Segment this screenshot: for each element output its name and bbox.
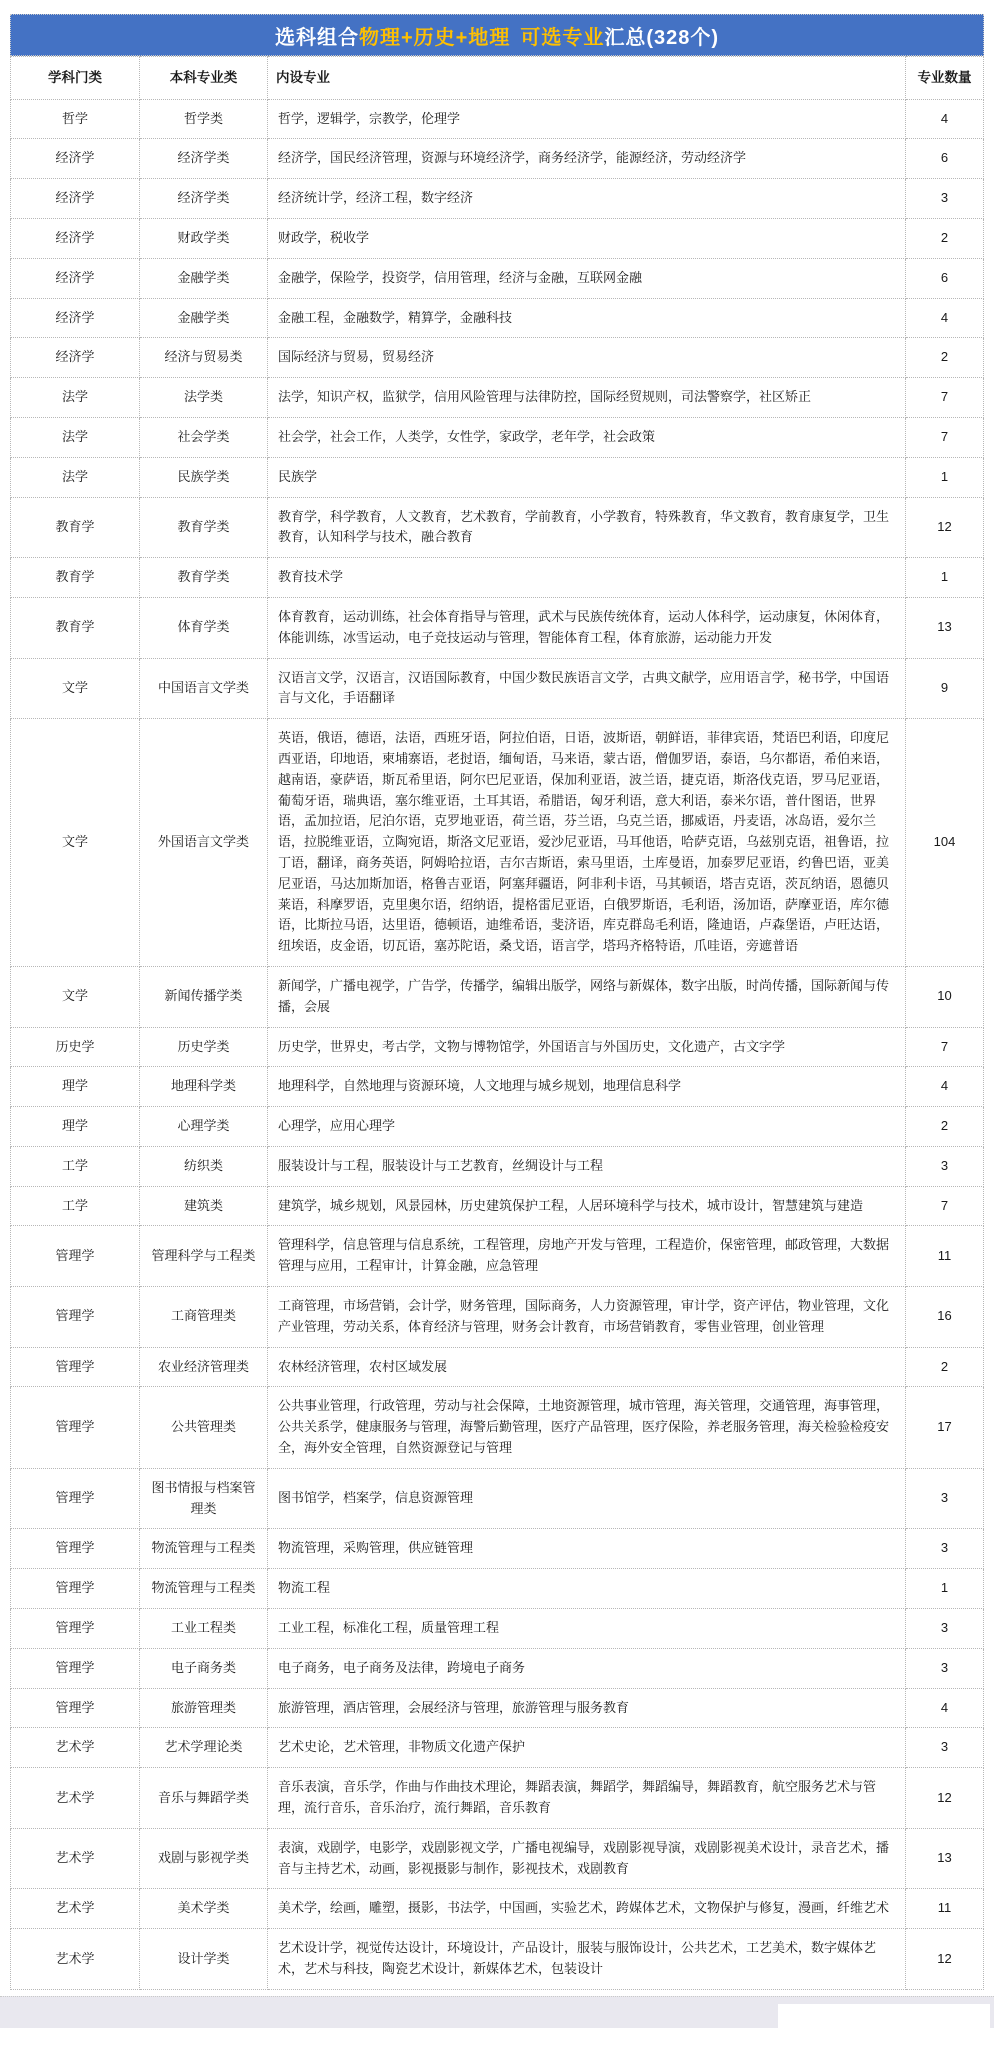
cell-count: 12 (906, 1929, 984, 1990)
table-row (11, 658, 984, 719)
cell-major-class: 社会学类 (140, 417, 268, 457)
cell-count: 11 (906, 1889, 984, 1929)
cell-majors: 历史学，世界史，考古学，文物与博物馆学，外国语言与外国历史，文化遗产，古文字学 (268, 1027, 906, 1067)
cell-major-class: 心理学类 (140, 1107, 268, 1147)
cell-count: 3 (906, 1468, 984, 1529)
cell-majors: 电子商务，电子商务及法律，跨境电子商务 (268, 1648, 906, 1688)
cell-majors: 公共事业管理，行政管理，劳动与社会保障，土地资源管理，城市管理，海关管理，交通管理，海事管理，公共关系学，健康服务与管理，海警后勤管理，医疗产品管理，医疗保险，养老服务管理，海关检验检疫安全，海外安全管理，自然资源登记与管理 (268, 1387, 906, 1468)
cell-discipline: 理学 (11, 1067, 140, 1107)
table-row (11, 966, 984, 1027)
cell-count: 3 (906, 179, 984, 219)
cell-count: 6 (906, 139, 984, 179)
table-row (11, 179, 984, 219)
table-row (11, 1569, 984, 1609)
table-row (11, 99, 984, 139)
table-row (11, 1609, 984, 1649)
table-row (11, 719, 984, 967)
cell-major-class: 设计学类 (140, 1929, 268, 1990)
title-prefix: 选科组合 (274, 26, 359, 49)
cell-count: 3 (906, 1609, 984, 1649)
cell-discipline: 工学 (11, 1146, 140, 1186)
cell-discipline: 管理学 (11, 1347, 140, 1387)
cell-majors: 艺术设计学，视觉传达设计，环境设计，产品设计，服装与服饰设计，公共艺术，工艺美术，数字媒体艺术，艺术与科技，陶瓷艺术设计，新媒体艺术，包装设计 (268, 1929, 906, 1990)
cell-major-class: 外国语言文学类 (140, 719, 268, 967)
cell-discipline: 管理学 (11, 1529, 140, 1569)
footer-band (0, 1996, 994, 2028)
cell-major-class: 艺术学理论类 (140, 1728, 268, 1768)
table-header (11, 57, 984, 100)
table-row (11, 1929, 984, 1990)
cell-discipline: 工学 (11, 1186, 140, 1226)
cell-count: 3 (906, 1146, 984, 1186)
cell-discipline: 理学 (11, 1107, 140, 1147)
cell-major-class: 中国语言文学类 (140, 658, 268, 719)
cell-discipline: 艺术学 (11, 1768, 140, 1829)
cell-major-class: 历史学类 (140, 1027, 268, 1067)
cell-discipline: 艺术学 (11, 1889, 140, 1929)
table-row (11, 1468, 984, 1529)
cell-major-class: 工商管理类 (140, 1287, 268, 1348)
cell-count: 9 (906, 658, 984, 719)
cell-discipline: 教育学 (11, 497, 140, 558)
cell-majors: 社会学，社会工作，人类学，女性学，家政学，老年学，社会政策 (268, 417, 906, 457)
cell-major-class: 经济学类 (140, 139, 268, 179)
table-row (11, 1387, 984, 1468)
cell-discipline: 经济学 (11, 139, 140, 179)
cell-majors: 物流工程 (268, 1569, 906, 1609)
table-row (11, 378, 984, 418)
cell-count: 10 (906, 966, 984, 1027)
cell-majors: 工商管理，市场营销，会计学，财务管理，国际商务，人力资源管理，审计学，资产评估，物业管理，文化产业管理，劳动关系，体育经济与管理，财务会计教育，市场营销教育，零售业管理，创业管理 (268, 1287, 906, 1348)
cell-discipline: 管理学 (11, 1468, 140, 1529)
cell-majors: 艺术史论，艺术管理，非物质文化遗产保护 (268, 1728, 906, 1768)
cell-majors: 金融学，保险学，投资学，信用管理，经济与金融，互联网金融 (268, 258, 906, 298)
cell-count: 4 (906, 1067, 984, 1107)
title-selectable-highlight: 可选专业 (520, 26, 605, 49)
cell-major-class: 图书情报与档案管理类 (140, 1468, 268, 1529)
cell-majors: 物流管理，采购管理，供应链管理 (268, 1529, 906, 1569)
cell-discipline: 艺术学 (11, 1929, 140, 1990)
table-row (11, 1226, 984, 1287)
cell-count: 13 (906, 597, 984, 658)
majors-table (10, 56, 984, 1990)
cell-discipline: 经济学 (11, 298, 140, 338)
table-row (11, 1828, 984, 1889)
cell-majors: 哲学，逻辑学，宗教学，伦理学 (268, 99, 906, 139)
header-row (11, 57, 984, 100)
table-row (11, 218, 984, 258)
cell-discipline: 管理学 (11, 1648, 140, 1688)
title-suffix: 汇总(328个) (604, 26, 720, 49)
cell-discipline: 经济学 (11, 179, 140, 219)
cell-count: 17 (906, 1387, 984, 1468)
cell-major-class: 财政学类 (140, 218, 268, 258)
cell-major-class: 戏剧与影视学类 (140, 1828, 268, 1889)
cell-discipline: 法学 (11, 378, 140, 418)
cell-majors: 心理学，应用心理学 (268, 1107, 906, 1147)
cell-discipline: 教育学 (11, 597, 140, 658)
cell-count: 4 (906, 1688, 984, 1728)
cell-majors: 英语，俄语，德语，法语，西班牙语，阿拉伯语，日语，波斯语，朝鲜语，菲律宾语，梵语巴利语，印度尼西亚语，印地语，柬埔寨语，老挝语，缅甸语，马来语，蒙古语，僧伽罗语，泰语，乌尔都语，希伯来语，越南语，豪萨语，斯瓦希里语，阿尔巴尼亚语，保加利亚语，波兰语，捷克语，斯洛伐克语，罗马尼亚语，葡萄牙语，瑞典语，塞尔维亚语，土耳其语，希腊语，匈牙利语，意大利语，泰米尔语，普什图语，世界语，孟加拉语，尼泊尔语，克罗地亚语，荷兰语，芬兰语，乌克兰语，挪威语，丹麦语，冰岛语，爱尔兰语，拉脱维亚语，立陶宛语，斯洛文尼亚语，爱沙尼亚语，马耳他语，哈萨克语，乌兹别克语，祖鲁语，拉丁语，翻译，商务英语，阿姆哈拉语，吉尔吉斯语，索马里语，土库曼语，加泰罗尼亚语，约鲁巴语，亚美尼亚语，马达加斯加语，格鲁吉亚语，阿塞拜疆语，阿非利卡语，马其顿语，塔吉克语，茨瓦纳语，恩德贝莱语，科摩罗语，克里奥尔语，绍纳语，提格雷尼亚语，白俄罗斯语，毛利语，汤加语，萨摩亚语，库尔德语，比斯拉马语，达里语，德顿语，迪维希语，斐济语，库克群岛毛利语，隆迪语，卢森堡语，卢旺达语，纽埃语，皮金语，切瓦语，塞苏陀语，桑戈语，语言学，塔玛齐格特语，爪哇语，旁遮普语 (268, 719, 906, 967)
cell-count: 2 (906, 338, 984, 378)
cell-count: 2 (906, 1347, 984, 1387)
cell-count: 16 (906, 1287, 984, 1348)
cell-majors: 管理科学，信息管理与信息系统，工程管理，房地产开发与管理，工程造价，保密管理，邮政管理，大数据管理与应用，工程审计，计算金融，应急管理 (268, 1226, 906, 1287)
cell-major-class: 新闻传播学类 (140, 966, 268, 1027)
table-row (11, 558, 984, 598)
cell-major-class: 体育学类 (140, 597, 268, 658)
cell-count: 11 (906, 1226, 984, 1287)
cell-discipline: 艺术学 (11, 1728, 140, 1768)
cell-major-class: 地理科学类 (140, 1067, 268, 1107)
cell-count: 4 (906, 298, 984, 338)
table-row (11, 1067, 984, 1107)
cell-discipline: 管理学 (11, 1609, 140, 1649)
cell-majors: 体育教育，运动训练，社会体育指导与管理，武术与民族传统体育，运动人体科学，运动康复，休闲体育，体能训练，冰雪运动，电子竞技运动与管理，智能体育工程，体育旅游，运动能力开发 (268, 597, 906, 658)
cell-major-class: 经济与贸易类 (140, 338, 268, 378)
table-row (11, 457, 984, 497)
cell-count: 1 (906, 457, 984, 497)
cell-majors: 民族学 (268, 457, 906, 497)
page-title (10, 14, 984, 56)
table-row (11, 1287, 984, 1348)
cell-count: 12 (906, 497, 984, 558)
cell-majors: 工业工程，标准化工程，质量管理工程 (268, 1609, 906, 1649)
cell-discipline: 文学 (11, 966, 140, 1027)
cell-major-class: 教育学类 (140, 558, 268, 598)
cell-count: 7 (906, 1027, 984, 1067)
cell-discipline: 管理学 (11, 1226, 140, 1287)
cell-major-class: 金融学类 (140, 298, 268, 338)
cell-majors: 法学，知识产权，监狱学，信用风险管理与法律防控，国际经贸规则，司法警察学，社区矫正 (268, 378, 906, 418)
table-row (11, 597, 984, 658)
cell-count: 2 (906, 218, 984, 258)
table-row (11, 497, 984, 558)
cell-count: 2 (906, 1107, 984, 1147)
table-row (11, 1889, 984, 1929)
cell-discipline: 经济学 (11, 338, 140, 378)
table-row (11, 1347, 984, 1387)
cell-majors: 国际经济与贸易，贸易经济 (268, 338, 906, 378)
cell-major-class: 工业工程类 (140, 1609, 268, 1649)
table-row (11, 417, 984, 457)
cell-major-class: 民族学类 (140, 457, 268, 497)
footer-cell-box (778, 2004, 990, 2028)
cell-major-class: 法学类 (140, 378, 268, 418)
cell-majors: 新闻学，广播电视学，广告学，传播学，编辑出版学，网络与新媒体，数字出版，时尚传播，国际新闻与传播，会展 (268, 966, 906, 1027)
cell-major-class: 旅游管理类 (140, 1688, 268, 1728)
cell-major-class: 哲学类 (140, 99, 268, 139)
cell-major-class: 公共管理类 (140, 1387, 268, 1468)
cell-majors: 教育学，科学教育，人文教育，艺术教育，学前教育，小学教育，特殊教育，华文教育，教育康复学，卫生教育，认知科学与技术，融合教育 (268, 497, 906, 558)
cell-discipline: 文学 (11, 719, 140, 967)
cell-discipline: 哲学 (11, 99, 140, 139)
cell-count: 7 (906, 1186, 984, 1226)
table-row (11, 1186, 984, 1226)
cell-major-class: 纺织类 (140, 1146, 268, 1186)
cell-count: 4 (906, 99, 984, 139)
table-row (11, 1529, 984, 1569)
table-row (11, 1688, 984, 1728)
cell-majors: 服装设计与工程，服装设计与工艺教育，丝绸设计与工程 (268, 1146, 906, 1186)
cell-major-class: 物流管理与工程类 (140, 1569, 268, 1609)
cell-majors: 教育技术学 (268, 558, 906, 598)
table-row (11, 258, 984, 298)
cell-majors: 表演，戏剧学，电影学，戏剧影视文学，广播电视编导，戏剧影视导演，戏剧影视美术设计，录音艺术，播音与主持艺术，动画，影视摄影与制作，影视技术，戏剧教育 (268, 1828, 906, 1889)
title-combo-highlight: 物理+历史+地理 (358, 26, 511, 49)
cell-count: 3 (906, 1648, 984, 1688)
cell-discipline: 法学 (11, 417, 140, 457)
table-body (11, 99, 984, 1989)
cell-major-class: 美术学类 (140, 1889, 268, 1929)
table-row (11, 338, 984, 378)
cell-discipline: 管理学 (11, 1387, 140, 1468)
cell-major-class: 金融学类 (140, 258, 268, 298)
cell-discipline: 管理学 (11, 1287, 140, 1348)
table-row (11, 1107, 984, 1147)
cell-majors: 汉语言文学，汉语言，汉语国际教育，中国少数民族语言文学，古典文献学，应用语言学，秘书学，中国语言与文化，手语翻译 (268, 658, 906, 719)
cell-major-class: 电子商务类 (140, 1648, 268, 1688)
cell-majors: 金融工程，金融数学，精算学，金融科技 (268, 298, 906, 338)
cell-discipline: 教育学 (11, 558, 140, 598)
cell-count: 1 (906, 1569, 984, 1609)
cell-discipline: 艺术学 (11, 1828, 140, 1889)
cell-discipline: 经济学 (11, 218, 140, 258)
table-row (11, 139, 984, 179)
cell-count: 7 (906, 378, 984, 418)
table-row (11, 1768, 984, 1829)
table-row (11, 1027, 984, 1067)
cell-major-class: 物流管理与工程类 (140, 1529, 268, 1569)
cell-major-class: 经济学类 (140, 179, 268, 219)
table-row (11, 1728, 984, 1768)
cell-majors: 音乐表演，音乐学，作曲与作曲技术理论，舞蹈表演，舞蹈学，舞蹈编导，舞蹈教育，航空服务艺术与管理，流行音乐，音乐治疗，流行舞蹈，音乐教育 (268, 1768, 906, 1829)
cell-major-class: 建筑类 (140, 1186, 268, 1226)
table-row (11, 1146, 984, 1186)
cell-major-class: 农业经济管理类 (140, 1347, 268, 1387)
cell-majors: 美术学，绘画，雕塑，摄影，书法学，中国画，实验艺术，跨媒体艺术，文物保护与修复，漫画，纤维艺术 (268, 1889, 906, 1929)
cell-count: 3 (906, 1529, 984, 1569)
cell-discipline: 法学 (11, 457, 140, 497)
cell-discipline: 经济学 (11, 258, 140, 298)
cell-count: 7 (906, 417, 984, 457)
table-row (11, 1648, 984, 1688)
cell-major-class: 教育学类 (140, 497, 268, 558)
cell-majors: 财政学，税收学 (268, 218, 906, 258)
cell-majors: 图书馆学，档案学，信息资源管理 (268, 1468, 906, 1529)
cell-majors: 农林经济管理，农村区域发展 (268, 1347, 906, 1387)
table-row (11, 298, 984, 338)
cell-majors: 经济统计学，经济工程，数字经济 (268, 179, 906, 219)
cell-majors: 地理科学，自然地理与资源环境，人文地理与城乡规划，地理信息科学 (268, 1067, 906, 1107)
cell-count: 104 (906, 719, 984, 967)
cell-discipline: 管理学 (11, 1688, 140, 1728)
cell-count: 6 (906, 258, 984, 298)
cell-count: 13 (906, 1828, 984, 1889)
col-header-discipline: 学科门类 (11, 57, 140, 100)
cell-major-class: 管理科学与工程类 (140, 1226, 268, 1287)
cell-count: 1 (906, 558, 984, 598)
cell-discipline: 文学 (11, 658, 140, 719)
col-header-majors: 内设专业 (268, 57, 906, 100)
col-header-major-class: 本科专业类 (140, 57, 268, 100)
cell-count: 12 (906, 1768, 984, 1829)
cell-majors: 旅游管理，酒店管理，会展经济与管理，旅游管理与服务教育 (268, 1688, 906, 1728)
cell-major-class: 音乐与舞蹈学类 (140, 1768, 268, 1829)
cell-count: 3 (906, 1728, 984, 1768)
cell-discipline: 管理学 (11, 1569, 140, 1609)
cell-majors: 建筑学，城乡规划，风景园林，历史建筑保护工程，人居环境科学与技术，城市设计，智慧建筑与建造 (268, 1186, 906, 1226)
cell-majors: 经济学，国民经济管理，资源与环境经济学，商务经济学，能源经济，劳动经济学 (268, 139, 906, 179)
cell-discipline: 历史学 (11, 1027, 140, 1067)
col-header-count: 专业数量 (906, 57, 984, 100)
